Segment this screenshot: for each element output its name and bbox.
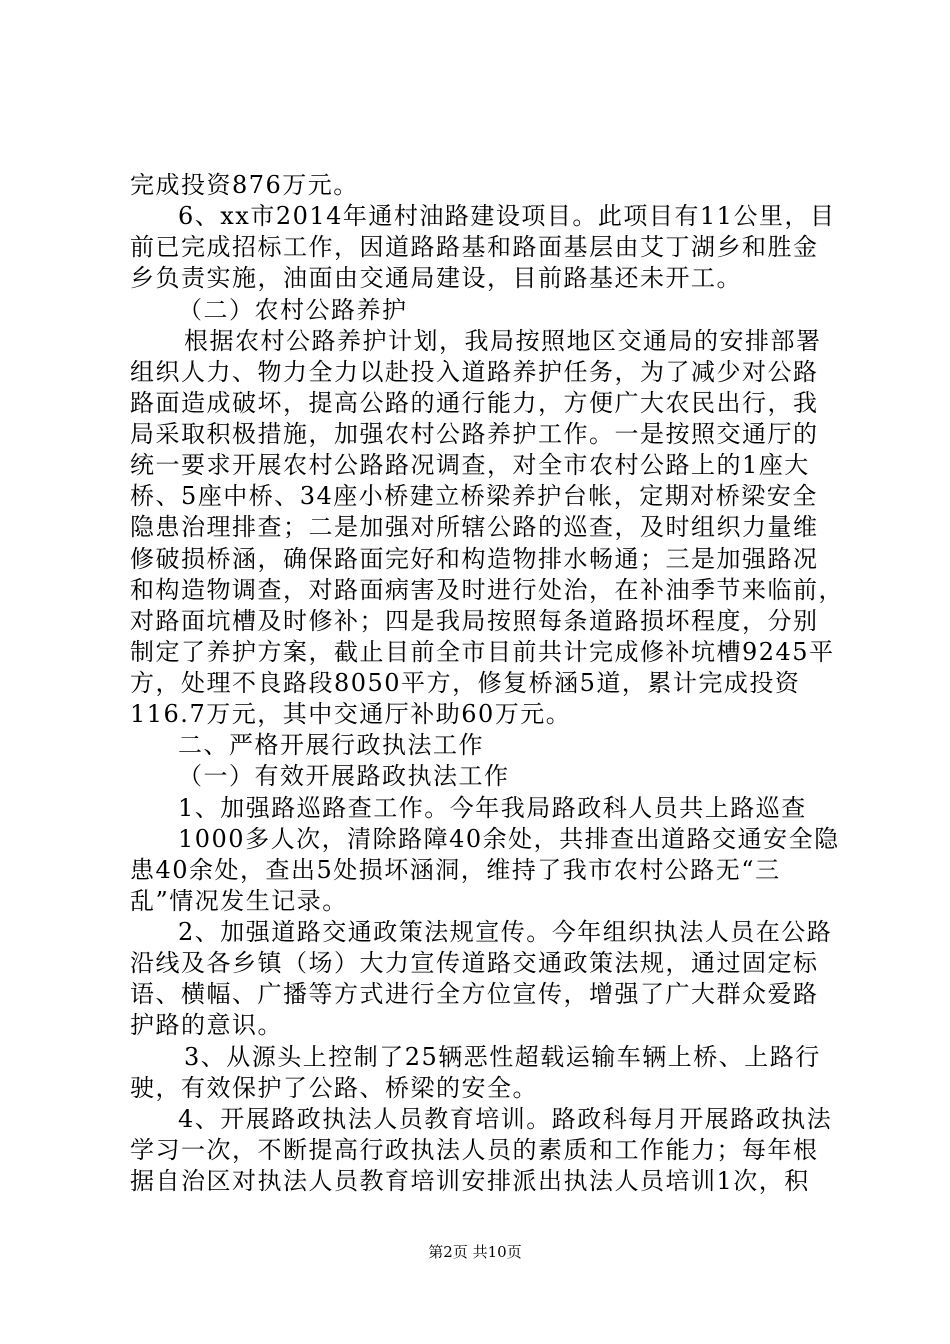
text-line: 患40余处，查出5处损坏涵洞，维持了我市农村公路无“三 (130, 855, 781, 884)
text-line: 语、横幅、广播等方式进行全方位宣传，增强了广大群众爱路 (130, 980, 819, 1009)
text-line: 前已完成招标工作，因道路路基和路面基层由艾丁湖乡和胜金 (130, 233, 819, 262)
text-line: 沿线及各乡镇（场）大力宣传道路交通政策法规，通过固定标 (130, 949, 819, 978)
text-line: 统一要求开展农村公路路况调查，对全市农村公路上的1座大 (130, 451, 810, 480)
text-line: 乡负责实施，油面由交通局建设，目前路基还未开工。 (130, 264, 742, 293)
text-line: 根据农村公路养护计划，我局按照地区交通局的安排部署 (184, 326, 822, 355)
text-line: 1、加强路巡路查工作。今年我局路政科人员共上路巡查 (178, 793, 807, 822)
text-line: 2、加强道路交通政策法规宣传。今年组织执法人员在公路 (178, 918, 833, 946)
text-line: 乱”情况发生记录。 (130, 886, 348, 915)
text-line: 学习一次，不断提高行政执法人员的素质和工作能力；每年根 (130, 1135, 819, 1164)
text-line: 和构造物调查，对路面病害及时进行处治，在补油季节来临前， (130, 575, 844, 604)
text-line: 据自治区对执法人员教育培训安排派出执法人员培训1次，积 (130, 1167, 810, 1195)
text-line: 局采取积极措施，加强农村公路养护工作。一是按照交通厅的 (130, 420, 819, 448)
text-line: 对路面坑槽及时修补；四是我局按照每条道路损坏程度，分别 (130, 606, 819, 635)
page-number-footer: 第2页 共10页 (428, 1243, 522, 1261)
text-line: 完成投资876万元。 (130, 171, 359, 199)
section-heading: 二、严格开展行政执法工作 (178, 731, 484, 760)
text-line: 护路的意识。 (130, 1011, 283, 1040)
text-line: 4、开展路政执法人员教育培训。路政科每月开展路政执法 (178, 1104, 833, 1133)
text-line: 方，处理不良路段8050平方，修复桥涵5道，累计完成投资 (130, 669, 801, 697)
section-heading: （一）有效开展路政执法工作 (178, 762, 510, 791)
text-line: 桥、5座中桥、34座小桥建立桥梁养护台帐，定期对桥梁安全 (130, 482, 818, 511)
text-line: 驶，有效保护了公路、桥梁的安全。 (130, 1073, 538, 1102)
section-heading: （二）农村公路养护 (178, 295, 408, 324)
text-line: 3、从源头上控制了25辆恶性超载运输车辆上桥、上路行 (184, 1042, 821, 1071)
text-line: 组织人力、物力全力以赴投入道路养护任务，为了减少对公路 (130, 357, 819, 386)
text-line: 修破损桥涵，确保路面完好和构造物排水畅通；三是加强路况 (130, 544, 819, 573)
text-line: 116.7万元，其中交通厅补助60万元。 (130, 700, 572, 729)
text-line: 隐患治理排查；二是加强对所辖公路的巡查，及时组织力量维 (130, 513, 819, 542)
text-line: 6、xx市2014年通村油路建设项目。此项目有11公里，目 (178, 202, 836, 231)
text-line: 制定了养护方案，截止目前全市目前共计完成修补坑槽9245平 (130, 637, 835, 666)
text-line: 路面造成破坏，提高公路的通行能力，方便广大农民出行，我 (130, 388, 819, 417)
text-line: 1000多人次，清除路障40余处，共排查出道路交通安全隐 (178, 824, 840, 853)
